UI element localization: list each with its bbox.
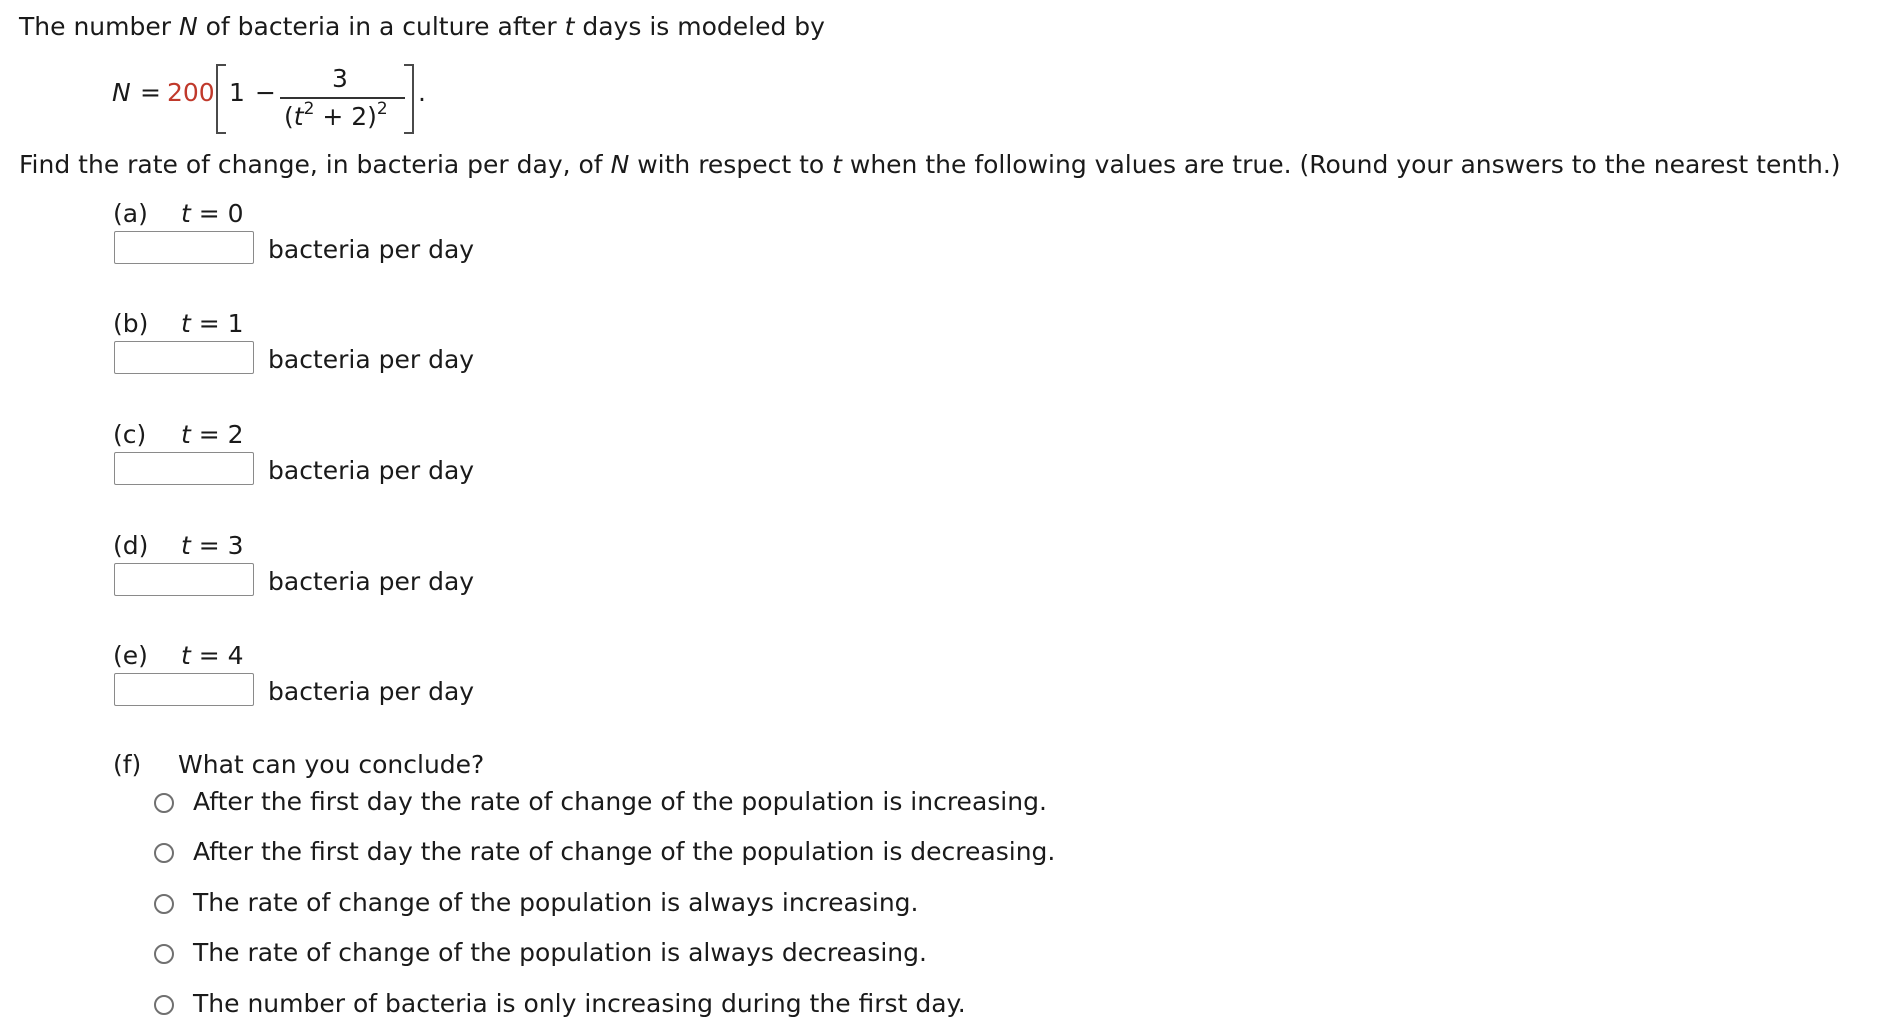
unit-label: bacteria per day — [268, 345, 475, 374]
radio-button[interactable] — [154, 995, 174, 1015]
formula-period: . — [418, 78, 426, 107]
model-formula — [112, 64, 452, 134]
part-label: (c) — [113, 420, 147, 449]
part-condition: t = 1 — [181, 309, 244, 338]
part-condition: t = 3 — [181, 531, 244, 560]
option-label[interactable]: The rate of change of the population is always decreasing. — [193, 938, 927, 967]
answer-input-d[interactable] — [114, 563, 254, 596]
unit-label: bacteria per day — [268, 235, 475, 264]
formula-equals: = — [140, 78, 161, 107]
part-condition: t = 4 — [181, 641, 244, 670]
answer-input-c[interactable] — [114, 452, 254, 485]
part-label: (b) — [113, 309, 149, 338]
radio-button[interactable] — [154, 843, 174, 863]
part-label: (a) — [113, 199, 148, 228]
fraction-numerator: 3 — [332, 64, 348, 93]
part-label: (d) — [113, 531, 149, 560]
unit-label: bacteria per day — [268, 567, 475, 596]
part-label: (f) — [113, 750, 142, 779]
option-label[interactable]: The number of bacteria is only increasing during the first day. — [193, 989, 966, 1018]
answer-input-b[interactable] — [114, 341, 254, 374]
left-bracket — [216, 64, 226, 134]
right-bracket — [404, 64, 414, 134]
intro-text: The number N of bacteria in a culture after t days is modeled by — [19, 12, 825, 41]
unit-label: bacteria per day — [268, 677, 475, 706]
part-condition: t = 2 — [181, 420, 244, 449]
radio-button[interactable] — [154, 793, 174, 813]
formula-minus: − — [255, 78, 276, 107]
formula-one: 1 — [229, 78, 245, 107]
option-label[interactable]: After the first day the rate of change of the population is increasing. — [193, 787, 1047, 816]
option-label[interactable]: The rate of change of the population is always increasing. — [193, 888, 919, 917]
fraction-denominator: $(t^2 + 2)^2$ — [284, 99, 388, 131]
radio-button[interactable] — [154, 944, 174, 964]
option-label[interactable]: After the first day the rate of change of the population is decreasing. — [193, 837, 1056, 866]
instruction-text: Find the rate of change, in bacteria per day, of N with respect to t when the following values are true. (Round your answers to the nearest tenth.) — [19, 150, 1841, 179]
formula-lhs: N — [112, 78, 131, 107]
conclusion-question: What can you conclude? — [178, 750, 485, 779]
radio-button[interactable] — [154, 894, 174, 914]
formula-coefficient: 200 — [167, 78, 215, 107]
answer-input-a[interactable] — [114, 231, 254, 264]
unit-label: bacteria per day — [268, 456, 475, 485]
part-condition: t = 0 — [181, 199, 244, 228]
part-label: (e) — [113, 641, 148, 670]
answer-input-e[interactable] — [114, 673, 254, 706]
